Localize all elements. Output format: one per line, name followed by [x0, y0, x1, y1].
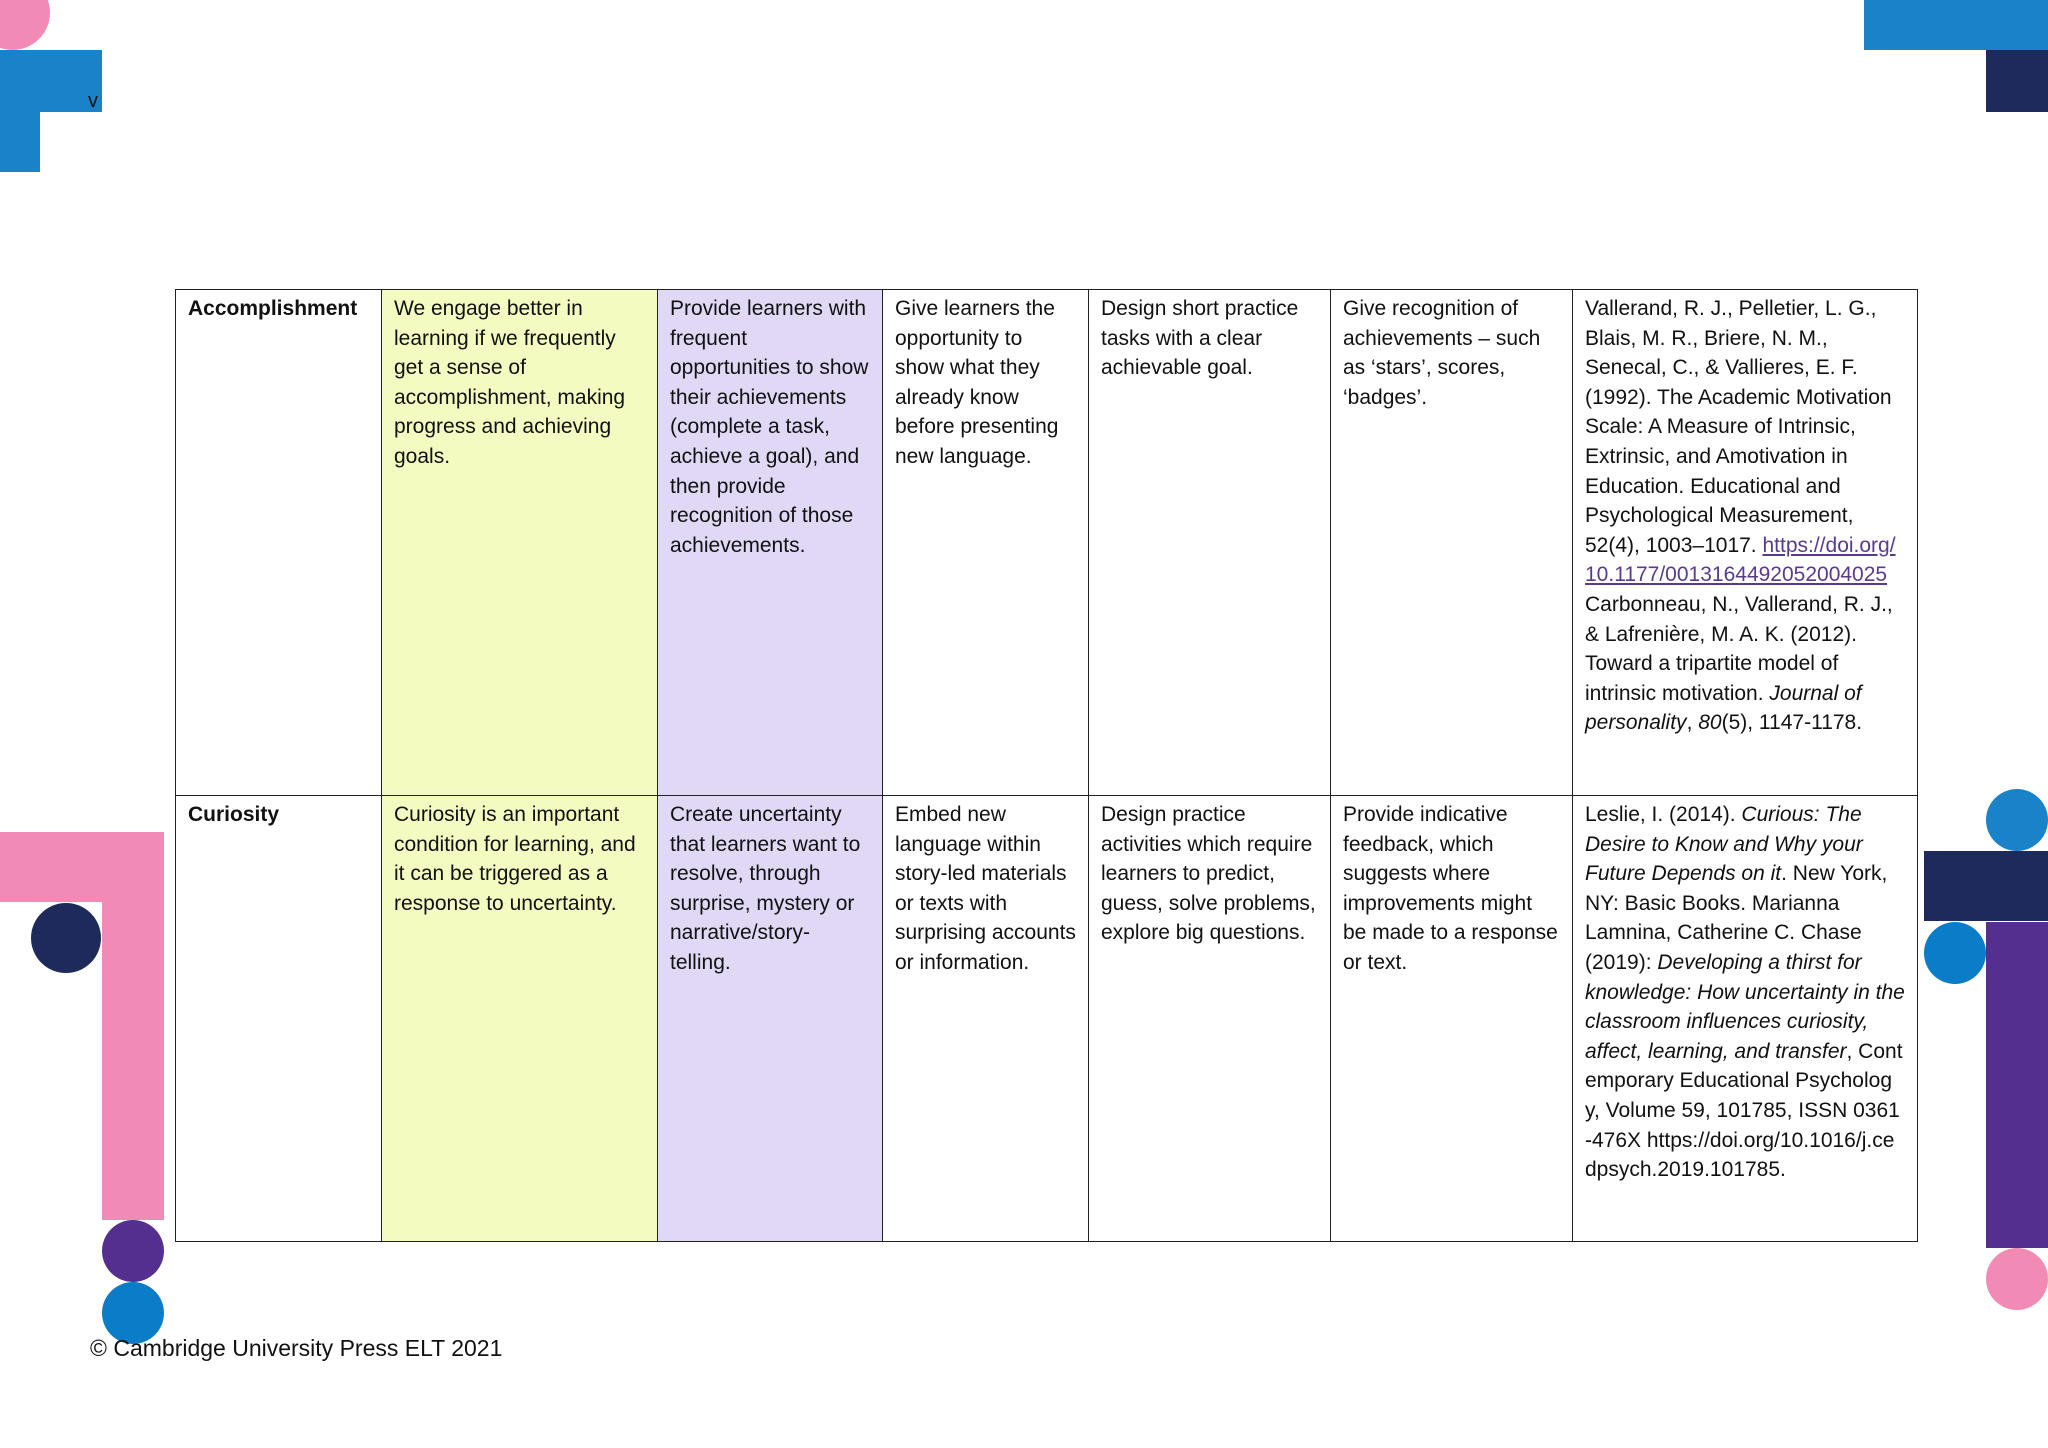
strategy-cell: Provide learners with frequent opportunities to show their achievements (complete a task, achieve a goal), and then provide recognition of those achievements. [658, 290, 883, 796]
principle-cell: Curiosity is an important condition for learning, and it can be triggered as a response to uncertainty. [382, 796, 658, 1242]
blue-bar-decoration [1864, 0, 2048, 50]
reference-text: Carbonneau, N., Vallerand, R. J., & Lafrenière, M. A. K. (2012). Toward a tripartite model of intrinsic motivation. [1585, 592, 1893, 705]
reference-italic: Journal of personality [1585, 681, 1862, 735]
reference-cell [1573, 796, 1918, 1242]
purple-circle-decoration [102, 1220, 164, 1282]
row-label: Accomplishment [176, 290, 382, 796]
example-cell: Give learners the opportunity to show what they already know before presenting new language. [883, 290, 1089, 796]
reference-italic: 80 [1698, 711, 1722, 735]
example-cell: Design short practice tasks with a clear achievable goal. [1089, 290, 1331, 796]
blue-circle-decoration-right-top [1986, 789, 2048, 851]
reference-text: . New York, NY: Basic Books. [1585, 862, 1888, 915]
table-row-curiosity [176, 796, 1918, 1242]
example-cell: Give recognition of achievements – such as ‘stars’, scores, ‘badges’. [1331, 290, 1573, 796]
pink-bar-decoration [0, 832, 164, 902]
copyright-footer: © Cambridge University Press ELT 2021 [90, 1335, 503, 1361]
reference-text: Marianna Lamnina, Catherine C. Chase (2019): [1585, 891, 1862, 974]
pink-vertical-decoration [102, 902, 164, 1220]
blue-corner-decoration [0, 50, 102, 112]
principle-cell: We engage better in learning if we frequently get a sense of accomplishment, making progress and achieving goals. [382, 290, 658, 796]
example-cell: Embed new language within story-led materials or texts with surprising accounts or information. [883, 796, 1089, 1242]
reference-text: , Contemporary Educational Psychology, Volume 59, 101785, ISSN 0361-476X https://doi.org/10.1016/j.cedpsych.2019.101785. [1585, 1039, 1903, 1182]
navy-bar-decoration-right [1924, 851, 2048, 921]
strategy-cell: Create uncertainty that learners want to resolve, through surprise, mystery or narrative/story-telling. [658, 796, 883, 1242]
page-marker: v [88, 90, 98, 112]
navy-circle-decoration [31, 903, 101, 973]
reference-text: Leslie, I. (2014). [1585, 803, 1742, 826]
navy-block-decoration [1986, 50, 2048, 112]
doi-link[interactable]: https://doi.org/10.1177/0013164492052004025 [1585, 533, 1896, 587]
reference-italic: Curious: The Desire to Know and Why your Future Depends on it [1585, 803, 1863, 886]
reference-text: (5), 1147-1178. [1721, 711, 1863, 735]
example-cell: Design practice activities which require learners to predict, guess, solve problems, explore big questions. [1089, 796, 1331, 1242]
pink-circle-decoration [0, 0, 50, 50]
reference-cell [1573, 290, 1918, 796]
reference-italic: Developing a thirst for knowledge: How uncertainty in the classroom influences curiosity, affect, learning, and transfer [1585, 950, 1905, 1063]
reference-text: Vallerand, R. J., Pelletier, L. G., Blais, M. R., Briere, N. M., Senecal, C., & Vallieres, E. F. (1992). The Academic Motivation Scale: A Measure of Intrinsic, Extrinsic, and Amotivation in Education. Educational and Psychological Measurement, 52(4), 1003–1017. [1585, 297, 1892, 557]
table-row-accomplishment [176, 290, 1918, 796]
purple-vertical-decoration-right [1986, 922, 2048, 1248]
blue-corner-decoration-stem [0, 112, 40, 172]
example-cell: Provide indicative feedback, which suggests where improvements might be made to a response or text. [1331, 796, 1573, 1242]
blue-circle-decoration-right [1924, 922, 1986, 984]
pink-circle-decoration-right [1986, 1248, 2048, 1310]
reference-text: , [1686, 711, 1699, 735]
row-label: Curiosity [176, 796, 382, 1242]
motivation-table [175, 289, 1918, 1242]
